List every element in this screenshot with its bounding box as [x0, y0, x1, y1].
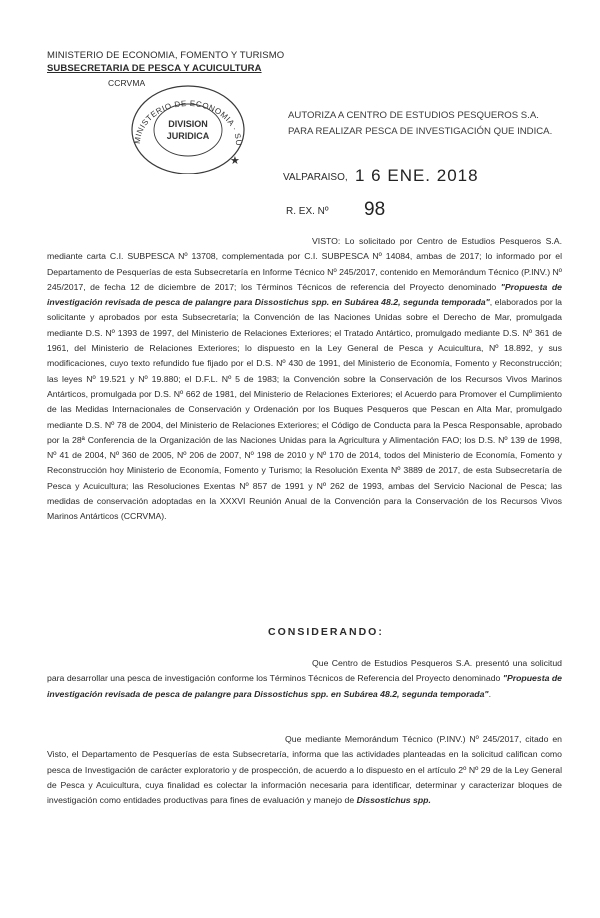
considerando-item-1-project: "Propuesta de investigación revisada de pesca de palangre para Dissostichus spp. en Subárea 48.2, segunda temporada" — [47, 673, 563, 699]
visto-text-2: , elaborados por la solicitante y aprobados por esta Subsecretaría; la Convención de las Naciones Unidas sobre el Derecho de Mar, promulgada mediante D.S. Nº 1393 de 1997, del Ministerio de Relaciones Exteriores; el Tratado Antártico, promulgado mediante D.S. Nº 361 de 1961, del Ministerio de Relaciones Exteriores; lo dispuesto en la Ley General de Pesca y Acuicultura, Nº 18.892, y sus modificaciones, cuyo texto refundido fue fijado por el D.S. Nº 430 de 1991, del Ministerio de Economía, Fomento y Reconstrucción; las leyes Nº 19.521 y Nº 19.880; el D.F.L. Nº 5 de 1983; la Convención sobre la Conservación de los Recursos Vivos Marinos Antárticos, promulgada por D.S. Nº 662 de 1981, del Ministerio de Relaciones Exteriores; el Acuerdo para Promover el Cumplimiento de las Medidas Internacionales de Conservación y Ordenación por los Buques Pesqueros que Pescan en Alta Mar, promulgado mediante D.S. Nº 78 de 2004, del Ministerio de Relaciones Exteriores; el Código de Conducta para la Pesca Responsable, aprobado por la 28ª Conferencia de la Organización de las Naciones Unidas para la Agricultura y Alimentación FAO; los D.S. Nº 139 de 1998, Nº 41 de 2004, Nº 360 de 2005, Nº 206 de 2007, Nº 198 de 2010 y Nº 170 de 2014, todos del Ministerio de Economía, Fomento y Reconstrucción hoy Ministerio de Economía, Fomento y Turismo; la Resolución Exenta Nº 3889 de 2017, de esta Subsecretaría de Pesca y Acuicultura; las Resoluciones Exentas Nº 857 de 1991 y Nº 262 de 1993, ambas del Servicio Nacional de Pesca; las medidas de conservación adoptadas en la XXXVI Reunión Anual de la Convención para la Conservación de los Recursos Vivos Marinos Antárticos (CCRVMA). — [47, 297, 562, 522]
stamp-center-line2: JURIDICA — [166, 131, 210, 141]
visto-lead: VISTO: — [312, 236, 341, 246]
unit-name: CCRVMA — [108, 78, 146, 88]
subsecretaria-name: SUBSECRETARIA DE PESCA Y ACUICULTURA — [47, 63, 262, 74]
visto-project-name: "Propuesta de investigación revisada de pesca de palangre para Dissostichus spp. en Subárea 48.2, segunda temporada" — [47, 281, 562, 308]
considerando-item-1-end: . — [488, 688, 491, 699]
visto-text-1: Lo solicitado por Centro de Estudios Pesqueros S.A. mediante carta C.I. SUBPESCA Nº 13708, complementada por C.I. SUBPESCA Nº 14084, ambas de 2017; lo informado por el Departamento de Pesquerías de esta Subsecretaría en Informe Técnico Nº 245/2017, contenido en Memorándum Técnico (P.INV.) Nº 245/2017, de fecha 12 de diciembre de 2017; los Términos Técnicos de referencia del Proyecto denominado — [47, 236, 562, 292]
ministry-name: MINISTERIO DE ECONOMIA, FOMENTO Y TURISMO — [47, 50, 285, 61]
considerando-heading: CONSIDERANDO: — [268, 626, 384, 638]
considerando-item-2-species: Dissostichus spp. — [356, 795, 431, 806]
considerando-item-2 — [47, 732, 562, 808]
date-label: VALPARAISO, — [283, 172, 348, 183]
division-juridica-stamp — [118, 82, 256, 174]
stamp-center-line1: DIVISION — [168, 119, 208, 129]
visto-paragraph — [47, 234, 562, 525]
date-row — [283, 166, 479, 185]
stamp-star-icon: ★ — [230, 154, 240, 167]
stamp-ring-text: MINISTERIO DE ECONOMIA · SU — [132, 98, 244, 147]
date-value: 1 6 ENE. 2018 — [355, 166, 479, 185]
rex-number: 98 — [364, 199, 386, 220]
considerando-item-1 — [47, 656, 562, 702]
rex-row — [286, 199, 386, 220]
considerando-item-2-text: Que mediante Memorándum Técnico (P.INV.) Nº 245/2017, citado en Visto, el Departamento de Pesquerías de esta Subsecretaría, informa que las actividades planteadas en la solicitud califican como pesca de Investigación de carácter exploratorio y de prospección, de acuerdo a lo dispuesto en el artículo 2º Nº 29 de la Ley General de Pesca y Acuicultura, cuya finalidad es colectar la información necesaria para identificar, determinar y caracterizar bloques de investigación como entidades productivas para fines de evaluación y manejo de — [47, 734, 562, 806]
rex-label: R. EX. Nº — [286, 206, 329, 217]
considerando-item-1-text: Que Centro de Estudios Pesqueros S.A. presentó una solicitud para desarrollar una pesca de investigación conforme los Términos Técnicos de Referencia del Proyecto denominado — [47, 658, 562, 684]
resolution-title: AUTORIZA A CENTRO DE ESTUDIOS PESQUEROS S.A. PARA REALIZAR PESCA DE INVESTIGACIÓN QUE INDICA. — [288, 110, 553, 137]
